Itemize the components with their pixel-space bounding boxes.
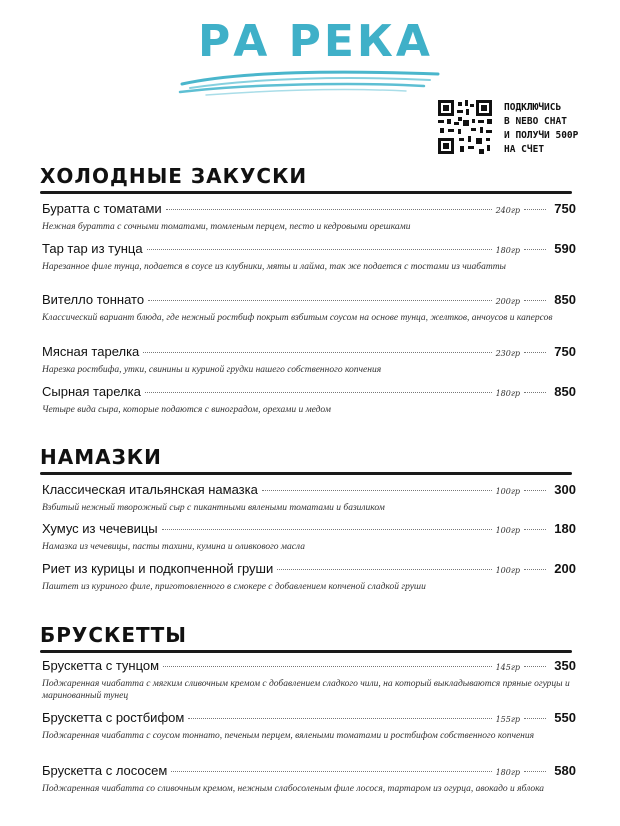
item-weight: 100гр: [495, 566, 520, 575]
item-description: Взбитый нежный творожный сыр с пикантными вялеными томатами и базиликом: [42, 503, 385, 513]
leader-dots: [148, 300, 491, 301]
leader-dots: [162, 529, 492, 530]
item-price: 590: [554, 241, 576, 256]
section-title-spreads: НАМАЗКИ: [40, 445, 162, 469]
leader-dots: [524, 392, 546, 393]
item-name: Вителло тоннато: [42, 292, 145, 307]
promo-line: НА СЧЕТ: [504, 144, 545, 155]
item-name: Классическая итальянская намазка: [42, 482, 258, 497]
leader-dots: [524, 569, 546, 570]
leader-dots: [524, 718, 546, 719]
item-weight: 100гр: [495, 487, 520, 496]
section-title-cold-appetizers: ХОЛОДНЫЕ ЗАКУСКИ: [40, 164, 308, 188]
menu-item: [42, 292, 576, 324]
leader-dots: [262, 490, 492, 491]
item-description: Нарезка ростбифа, утки, свинины и куриной грудки нашего собственного копчения: [42, 365, 382, 375]
item-weight: 100гр: [495, 526, 520, 535]
item-name: Риет из курицы и подкопченной груши: [42, 561, 274, 576]
qr-code-icon[interactable]: [438, 100, 492, 154]
leader-dots: [524, 771, 546, 772]
section-title-bruschettas: БРУСКЕТТЫ: [40, 623, 188, 647]
item-weight: 155гр: [495, 715, 520, 724]
leader-dots: [524, 666, 546, 667]
item-name: Брускетта с тунцом: [42, 658, 160, 673]
menu-item: [42, 201, 576, 233]
leader-dots: [147, 249, 492, 250]
item-weight: 180гр: [495, 389, 520, 398]
item-name: Брускетта с ростбифом: [42, 710, 185, 725]
leader-dots: [524, 209, 546, 210]
menu-item: [42, 763, 576, 795]
item-description: Намазка из чечевицы, пасты тахини, кумина и оливкового масла: [42, 542, 305, 552]
leader-dots: [524, 300, 546, 301]
item-description: Нежная буратта с сочными томатами, томленым перцем, песто и кедровыми орешками: [42, 222, 411, 232]
leader-dots: [163, 666, 491, 667]
item-name: Буратта с томатами: [42, 201, 162, 216]
menu-item: [42, 241, 576, 273]
item-price: 580: [554, 763, 576, 778]
item-name: Хумус из чечевицы: [42, 521, 158, 536]
item-weight: 200гр: [495, 297, 520, 306]
menu-item: [42, 658, 576, 702]
leader-dots: [166, 209, 492, 210]
wave-brush-icon: [176, 62, 446, 98]
menu-item: [42, 561, 576, 593]
promo-line: ПОДКЛЮЧИСЬ: [504, 102, 562, 113]
menu-item: [42, 521, 576, 553]
section-divider: [40, 472, 572, 475]
leader-dots: [188, 718, 491, 719]
item-price: 350: [554, 658, 576, 673]
leader-dots: [171, 771, 491, 772]
menu-item: [42, 482, 576, 514]
item-price: 300: [554, 482, 576, 497]
item-weight: 180гр: [495, 246, 520, 255]
brand-name: РА РЕКА: [198, 16, 433, 67]
item-description: Паштет из куриного филе, приготовленного в смокере с добавлением копченой сладкой груши: [42, 582, 426, 592]
menu-item: [42, 710, 576, 742]
leader-dots: [524, 352, 546, 353]
item-description: Поджаренная чиабатта с соусом тоннато, печеным перцем, вялеными томатами и ростбифом собственного копчения: [42, 731, 535, 741]
item-description: Четыре вида сыра, которые подаются с виноградом, орехами и медом: [42, 405, 331, 415]
item-description: Поджаренная чиабатта со сливочным кремом, нежным слабосоленым филе лосося, тартаром из огурца, авокадо и яблока: [42, 784, 545, 794]
item-description: Поджаренная чиабатта с мягким сливочным кремом с добавлением сладкого чили, на который выкладываются пряные огурцы и маринованный тунец: [42, 679, 570, 701]
item-name: Сырная тарелка: [42, 384, 141, 399]
item-weight: 145гр: [495, 663, 520, 672]
item-price: 850: [554, 292, 576, 307]
item-weight: 180гр: [495, 768, 520, 777]
leader-dots: [145, 392, 492, 393]
section-divider: [40, 650, 572, 653]
item-price: 850: [554, 384, 576, 399]
menu-item: [42, 344, 576, 376]
item-name: Мясная тарелка: [42, 344, 140, 359]
section-divider: [40, 191, 572, 194]
leader-dots: [524, 490, 546, 491]
promo-line: И ПОЛУЧИ 500Р: [504, 130, 579, 141]
promo-line: В NEBO CHAT: [504, 116, 567, 127]
menu-item: [42, 384, 576, 416]
item-description: Классический вариант блюда, где нежный ростбиф покрыт взбитым соусом на основе тунца, желтков, анчоусов и каперсов: [42, 313, 553, 323]
item-price: 200: [554, 561, 576, 576]
leader-dots: [524, 249, 546, 250]
leader-dots: [277, 569, 491, 570]
item-weight: 230гр: [495, 349, 520, 358]
item-description: Нарезанное филе тунца, подается в соусе из клубники, мяты и лайма, так же подается с тостами из чиабатты: [42, 262, 506, 272]
item-price: 180: [554, 521, 576, 536]
leader-dots: [524, 529, 546, 530]
item-name: Брускетта с лососем: [42, 763, 168, 778]
leader-dots: [143, 352, 491, 353]
item-weight: 240гр: [495, 206, 520, 215]
item-name: Тар тар из тунца: [42, 241, 143, 256]
item-price: 750: [554, 344, 576, 359]
brand-logo: [176, 14, 446, 94]
promo-text: [504, 101, 578, 157]
item-price: 750: [554, 201, 576, 216]
item-price: 550: [554, 710, 576, 725]
